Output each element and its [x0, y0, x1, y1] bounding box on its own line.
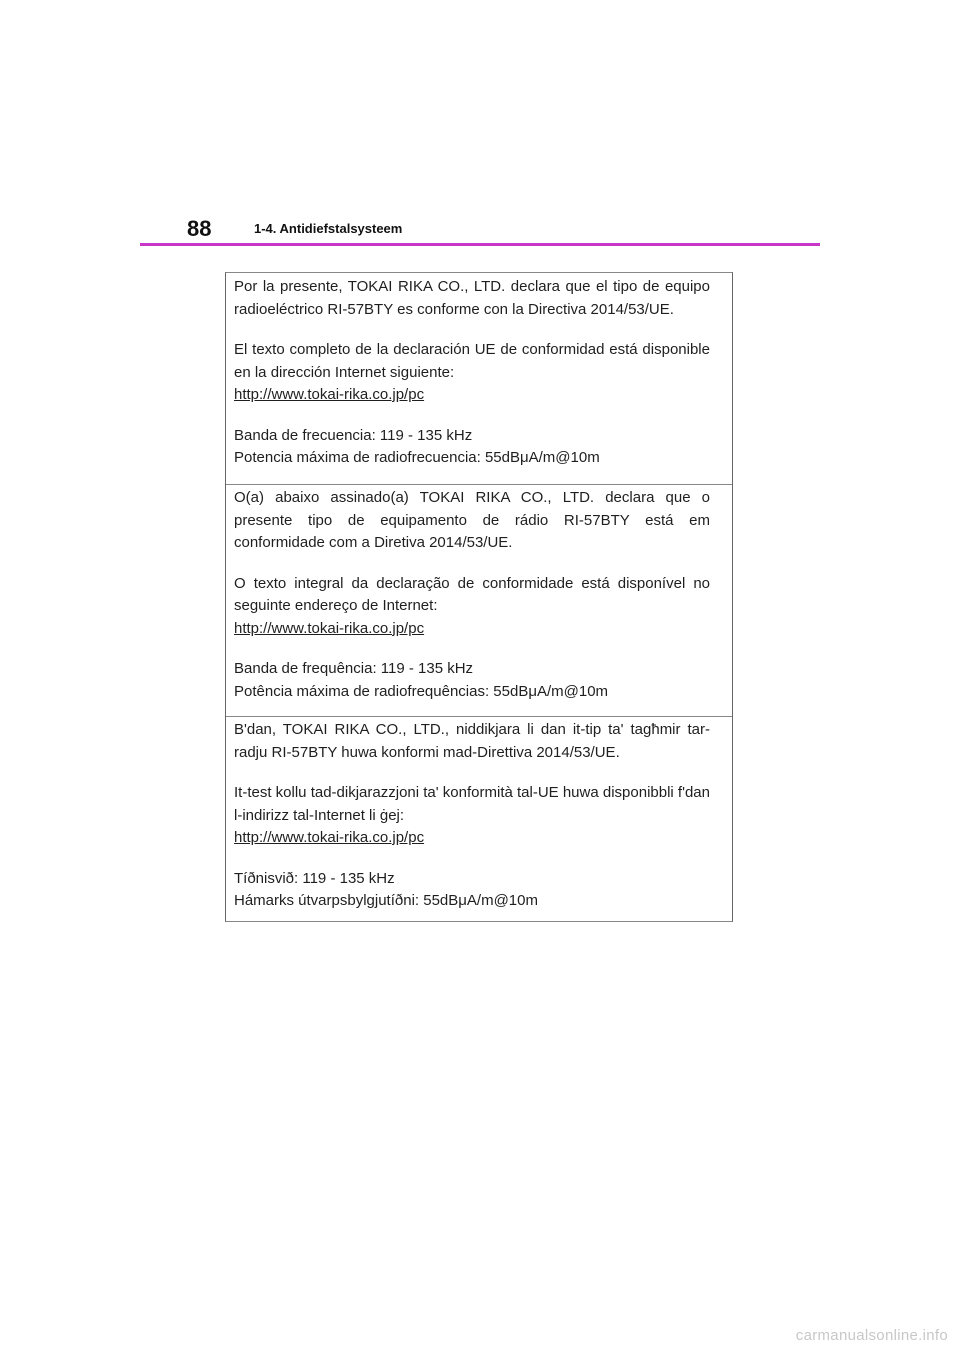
full-text-note-mt: It-test kollu tad-dikjarazzjoni ta' konformità tal-UE huwa disponibbli f'dan l-indirizz tal-Internet li ġej: — [234, 784, 710, 824]
declaration-block-pt — [226, 484, 732, 716]
declaration-block-mt — [226, 716, 732, 921]
declaration-link-mt[interactable]: http://www.tokai-rika.co.jp/pc — [234, 829, 425, 846]
declaration-block-es — [226, 273, 732, 485]
declaration-text-pt: O(a) abaixo assinado(a) TOKAI RIKA CO., LTD. declara que o presente tipo de equipamento de rádio RI-57BTY está em conformidade com a Diretiva 2014/53/UE. — [234, 489, 710, 551]
declaration-text-es: Por la presente, TOKAI RIKA CO., LTD. declara que el tipo de equipo radioeléctrico RI-57BTY es conforme con la Directiva 2014/53/UE. — [234, 278, 710, 318]
header-divider — [140, 243, 820, 246]
page-number: 88 — [187, 216, 212, 241]
section-title: 1-4. Antidiefstalsysteem — [254, 221, 403, 236]
declaration-text-mt: B'dan, TOKAI RIKA CO., LTD., niddikjara li dan it-tip ta' tagħmir tar-radju RI-57BTY huwa konformi mad-Direttiva 2014/53/UE. — [234, 721, 710, 761]
max-power-is: Hámarks útvarpsbylgjutíðni: 55dBμA/m@10m — [234, 892, 538, 909]
max-power-es: Potencia máxima de radiofrecuencia: 55dBμA/m@10m — [234, 449, 600, 466]
declaration-box — [225, 272, 733, 922]
page-header — [140, 212, 820, 242]
declaration-link-es[interactable]: http://www.tokai-rika.co.jp/pc — [234, 386, 425, 403]
max-power-pt: Potência máxima de radiofrequências: 55dBμA/m@10m — [234, 682, 609, 700]
declaration-link-pt[interactable]: http://www.tokai-rika.co.jp/pc — [234, 619, 425, 637]
watermark: carmanualsonline.info — [795, 1327, 948, 1344]
frequency-band-is: Tíðnisvið: 119 - 135 kHz — [234, 869, 395, 887]
full-text-note-pt: O texto integral da declaração de conformidade está disponível no seguinte endereço de Internet: — [234, 574, 710, 614]
full-text-note-es: El texto completo de la declaración UE de conformidad está disponible en la dirección Internet siguiente: — [234, 341, 710, 381]
frequency-band-pt: Banda de frequência: 119 - 135 kHz — [234, 660, 474, 677]
frequency-band-es: Banda de frecuencia: 119 - 135 kHz — [234, 426, 473, 444]
